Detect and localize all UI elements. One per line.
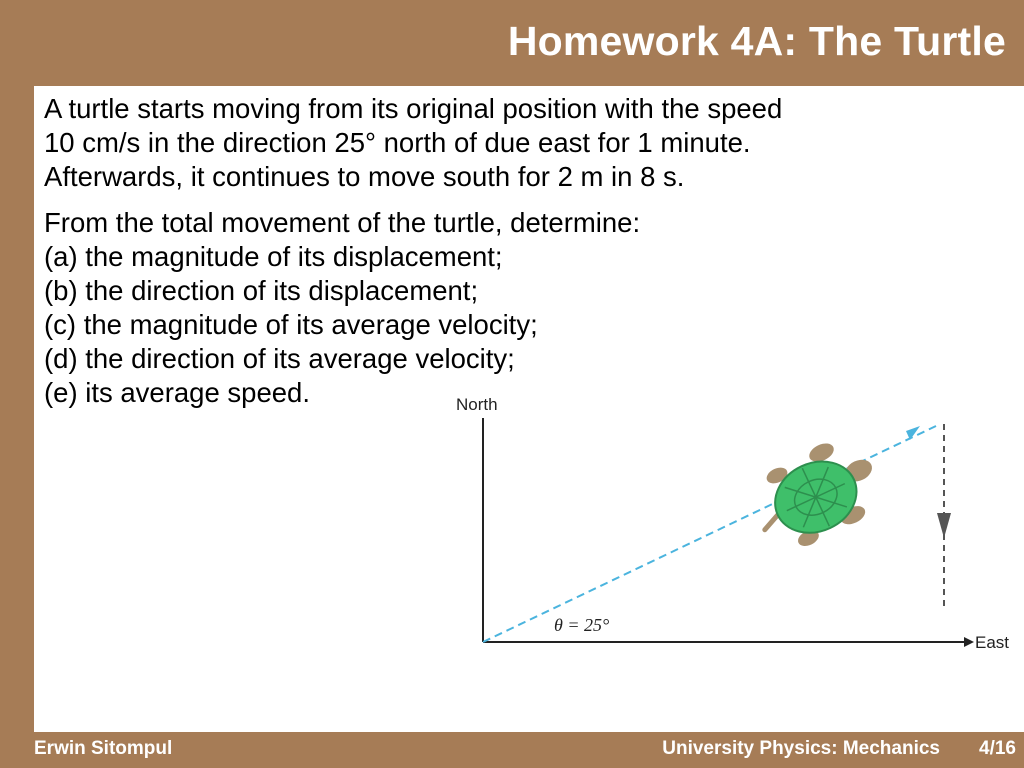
turtle-icon bbox=[738, 427, 895, 568]
slide-title: Homework 4A: The Turtle bbox=[507, 18, 1006, 64]
east-label: East bbox=[975, 633, 1010, 652]
intro-line: A turtle starts moving from its original position with the speed bbox=[44, 93, 783, 124]
question-line: (e) its average speed. bbox=[44, 377, 310, 408]
intro-line: 10 cm/s in the direction 25° north of due east for 1 minute. bbox=[44, 127, 751, 158]
south-leg-arrowhead bbox=[937, 513, 951, 538]
question-line: (b) the direction of its displacement; bbox=[44, 275, 479, 306]
north-label: North bbox=[456, 395, 498, 414]
first-leg-path bbox=[483, 426, 936, 642]
footer-author: Erwin Sitompul bbox=[34, 738, 173, 759]
angle-label: θ = 25° bbox=[554, 615, 610, 635]
footer-course: University Physics: Mechanics bbox=[662, 738, 940, 759]
question-line: (c) the magnitude of its average velocity; bbox=[44, 309, 538, 340]
problem-questions bbox=[44, 206, 640, 410]
question-line: From the total movement of the turtle, determine: bbox=[44, 207, 641, 238]
slide-footer bbox=[0, 732, 1024, 768]
question-line: (a) the magnitude of its displacement; bbox=[44, 241, 503, 272]
slide-content bbox=[34, 86, 1024, 732]
turtle-diagram bbox=[444, 388, 1024, 678]
question-line: (d) the direction of its average velocity; bbox=[44, 343, 515, 374]
problem-intro bbox=[44, 92, 782, 194]
east-axis-arrowhead bbox=[964, 637, 974, 647]
intro-line: Afterwards, it continues to move south for 2 m in 8 s. bbox=[44, 161, 685, 192]
footer-page-number: 4/16 bbox=[979, 738, 1016, 759]
